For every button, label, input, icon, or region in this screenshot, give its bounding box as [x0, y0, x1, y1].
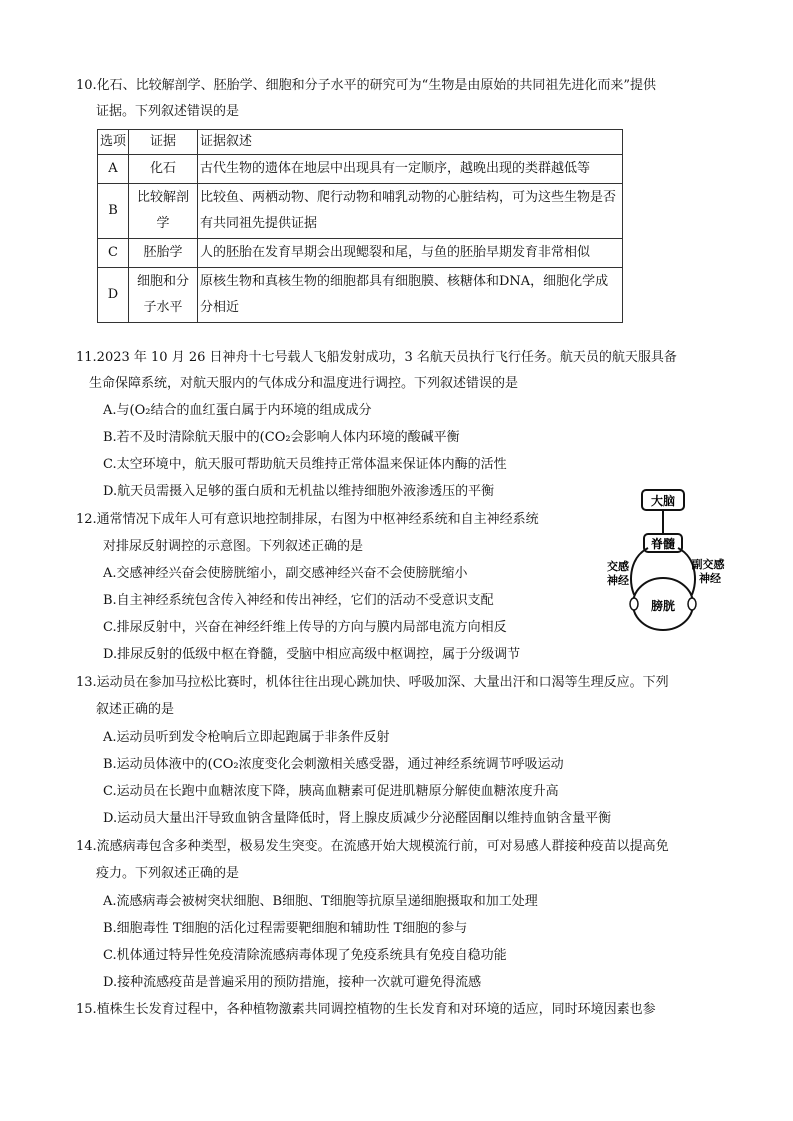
q11-option-c: C.太空环境中，航天服可帮助航天员维持正常体温来保证体内酶的活性: [103, 457, 507, 472]
q14-option-c: C.机体通过特异性免疫清除流感病毒体现了免疫系统具有免疫自稳功能: [103, 948, 507, 963]
q12-option-d: D.排尿反射的低级中枢在脊髓，受脑中相应高级中枢调控，属于分级调节: [103, 647, 521, 662]
right-effector: [688, 598, 696, 610]
header-description: 证据叙述: [198, 130, 623, 155]
q11-option-a: A.与(O₂结合的血红蛋白属于内环境的组成成分: [103, 403, 372, 418]
q13-option-b: B.运动员体液中的(CO₂浓度变化会刺激相关感受器，通过神经系统调节呼吸运动: [103, 757, 564, 772]
table-header-row: [98, 130, 623, 155]
q12-stem-line2: 对排尿反射调控的示意图。下列叙述正确的是: [103, 539, 364, 554]
q14-option-d: D.接种流感疫苗是普遍采用的预防措施，接种一次就可避免得流感: [103, 975, 482, 990]
row-evidence: 细胞和分子水平: [129, 268, 198, 323]
q11-stem-line2: 生命保障系统，对航天服内的气体成分和温度进行调控。下列叙述错误的是: [89, 376, 519, 391]
sympathetic-label-top: 交感: [607, 560, 629, 573]
left-effector: [630, 598, 638, 610]
q14-option-a: A.流感病毒会被树突状细胞、B细胞、T细胞等抗原呈递细胞摄取和加工处理: [103, 894, 538, 909]
row-description: 比较鱼、两栖动物、爬行动物和哺乳动物的心脏结构，可为这些生物是否有共同祖先提供证据: [198, 184, 623, 239]
bladder-label: 膀胱: [650, 599, 676, 613]
table-row: [98, 239, 623, 268]
q13-option-c: C.运动员在长跑中血糖浓度下降，胰高血糖素可促进肌糖原分解使血糖浓度升高: [103, 784, 559, 799]
row-option: D: [98, 268, 129, 323]
row-option: C: [98, 239, 129, 268]
q11-stem-line1: 11.2023 年 10 月 26 日神舟十七号载人飞船发射成功，3 名航天员执行飞行任务。航天员的航天服具备: [76, 350, 677, 365]
brain-label: 大脑: [650, 494, 676, 508]
table-row: [98, 155, 623, 184]
q12-option-a: A.交感神经兴奋会使膀胱缩小，副交感神经兴奋不会使膀胱缩小: [103, 566, 468, 581]
q12-option-b: B.自主神经系统包含传入神经和传出神经，它们的活动不受意识支配: [103, 593, 494, 608]
q12-stem-line1: 12.通常情况下成年人可有意识地控制排尿，右图为中枢神经系统和自主神经系统: [76, 512, 539, 527]
row-evidence: 化石: [129, 155, 198, 184]
parasympathetic-label-top: 副交感: [691, 558, 725, 571]
table-row: [98, 268, 623, 323]
row-evidence: 胚胎学: [129, 239, 198, 268]
row-evidence: 比较解剖学: [129, 184, 198, 239]
row-option: B: [98, 184, 129, 239]
row-description: 人的胚胎在发育早期会出现鳃裂和尾，与鱼的胚胎早期发育非常相似: [198, 239, 623, 268]
q12-option-c: C.排尿反射中，兴奋在神经纤维上传导的方向与膜内局部电流方向相反: [103, 620, 507, 635]
q11-option-d: D.航天员需摄入足够的蛋白质和无机盐以维持细胞外液渗透压的平衡: [103, 484, 495, 499]
q11-option-b: B.若不及时清除航天服中的(CO₂会影响人体内环境的酸碱平衡: [103, 430, 460, 445]
header-evidence: 证据: [129, 130, 198, 155]
q10-stem-line1: 10.化石、比较解剖学、胚胎学、细胞和分子水平的研究可为“生物是由原始的共同祖先进化而来”提供: [76, 78, 656, 93]
q13-option-d: D.运动员大量出汗导致血钠含量降低时，肾上腺皮质减少分泌醛固酮以维持血钠含量平衡: [103, 811, 612, 826]
table-row: [98, 184, 623, 239]
q13-option-a: A.运动员听到发令枪响后立即起跑属于非条件反射: [103, 730, 390, 745]
q10-stem-line2: 证据。下列叙述错误的是: [96, 104, 240, 119]
parasympathetic-label-bottom: 神经: [699, 572, 721, 585]
q14-stem-line1: 14.流感病毒包含多种类型，极易发生突变。在流感开始大规模流行前，可对易感人群接种疫苗以提高免: [76, 839, 669, 854]
q15-stem-line1: 15.植株生长发育过程中，各种植物激素共同调控植物的生长发育和对环境的适应，同时环境因素也参: [76, 1002, 656, 1017]
q13-stem-line1: 13.运动员在参加马拉松比赛时，机体往往出现心跳加快、呼吸加深、大量出汗和口渴等生理反应。下列: [76, 675, 669, 690]
row-description: 古代生物的遗体在地层中出现具有一定顺序，越晚出现的类群越低等: [198, 155, 623, 184]
q14-stem-line2: 疫力。下列叙述正确的是: [96, 866, 240, 881]
spinal-label: 脊髓: [650, 537, 676, 551]
evidence-table: [97, 129, 623, 323]
row-option: A: [98, 155, 129, 184]
q14-option-b: B.细胞毒性 T细胞的活化过程需要靶细胞和辅助性 T细胞的参与: [103, 921, 468, 936]
row-description: 原核生物和真核生物的细胞都具有细胞膜、核糖体和DNA，细胞化学成分相近: [198, 268, 623, 323]
urination-reflex-diagram: [596, 486, 736, 636]
header-option: 选项: [98, 130, 129, 155]
q13-stem-line2: 叙述正确的是: [96, 702, 175, 717]
sympathetic-label-bottom: 神经: [607, 574, 629, 587]
